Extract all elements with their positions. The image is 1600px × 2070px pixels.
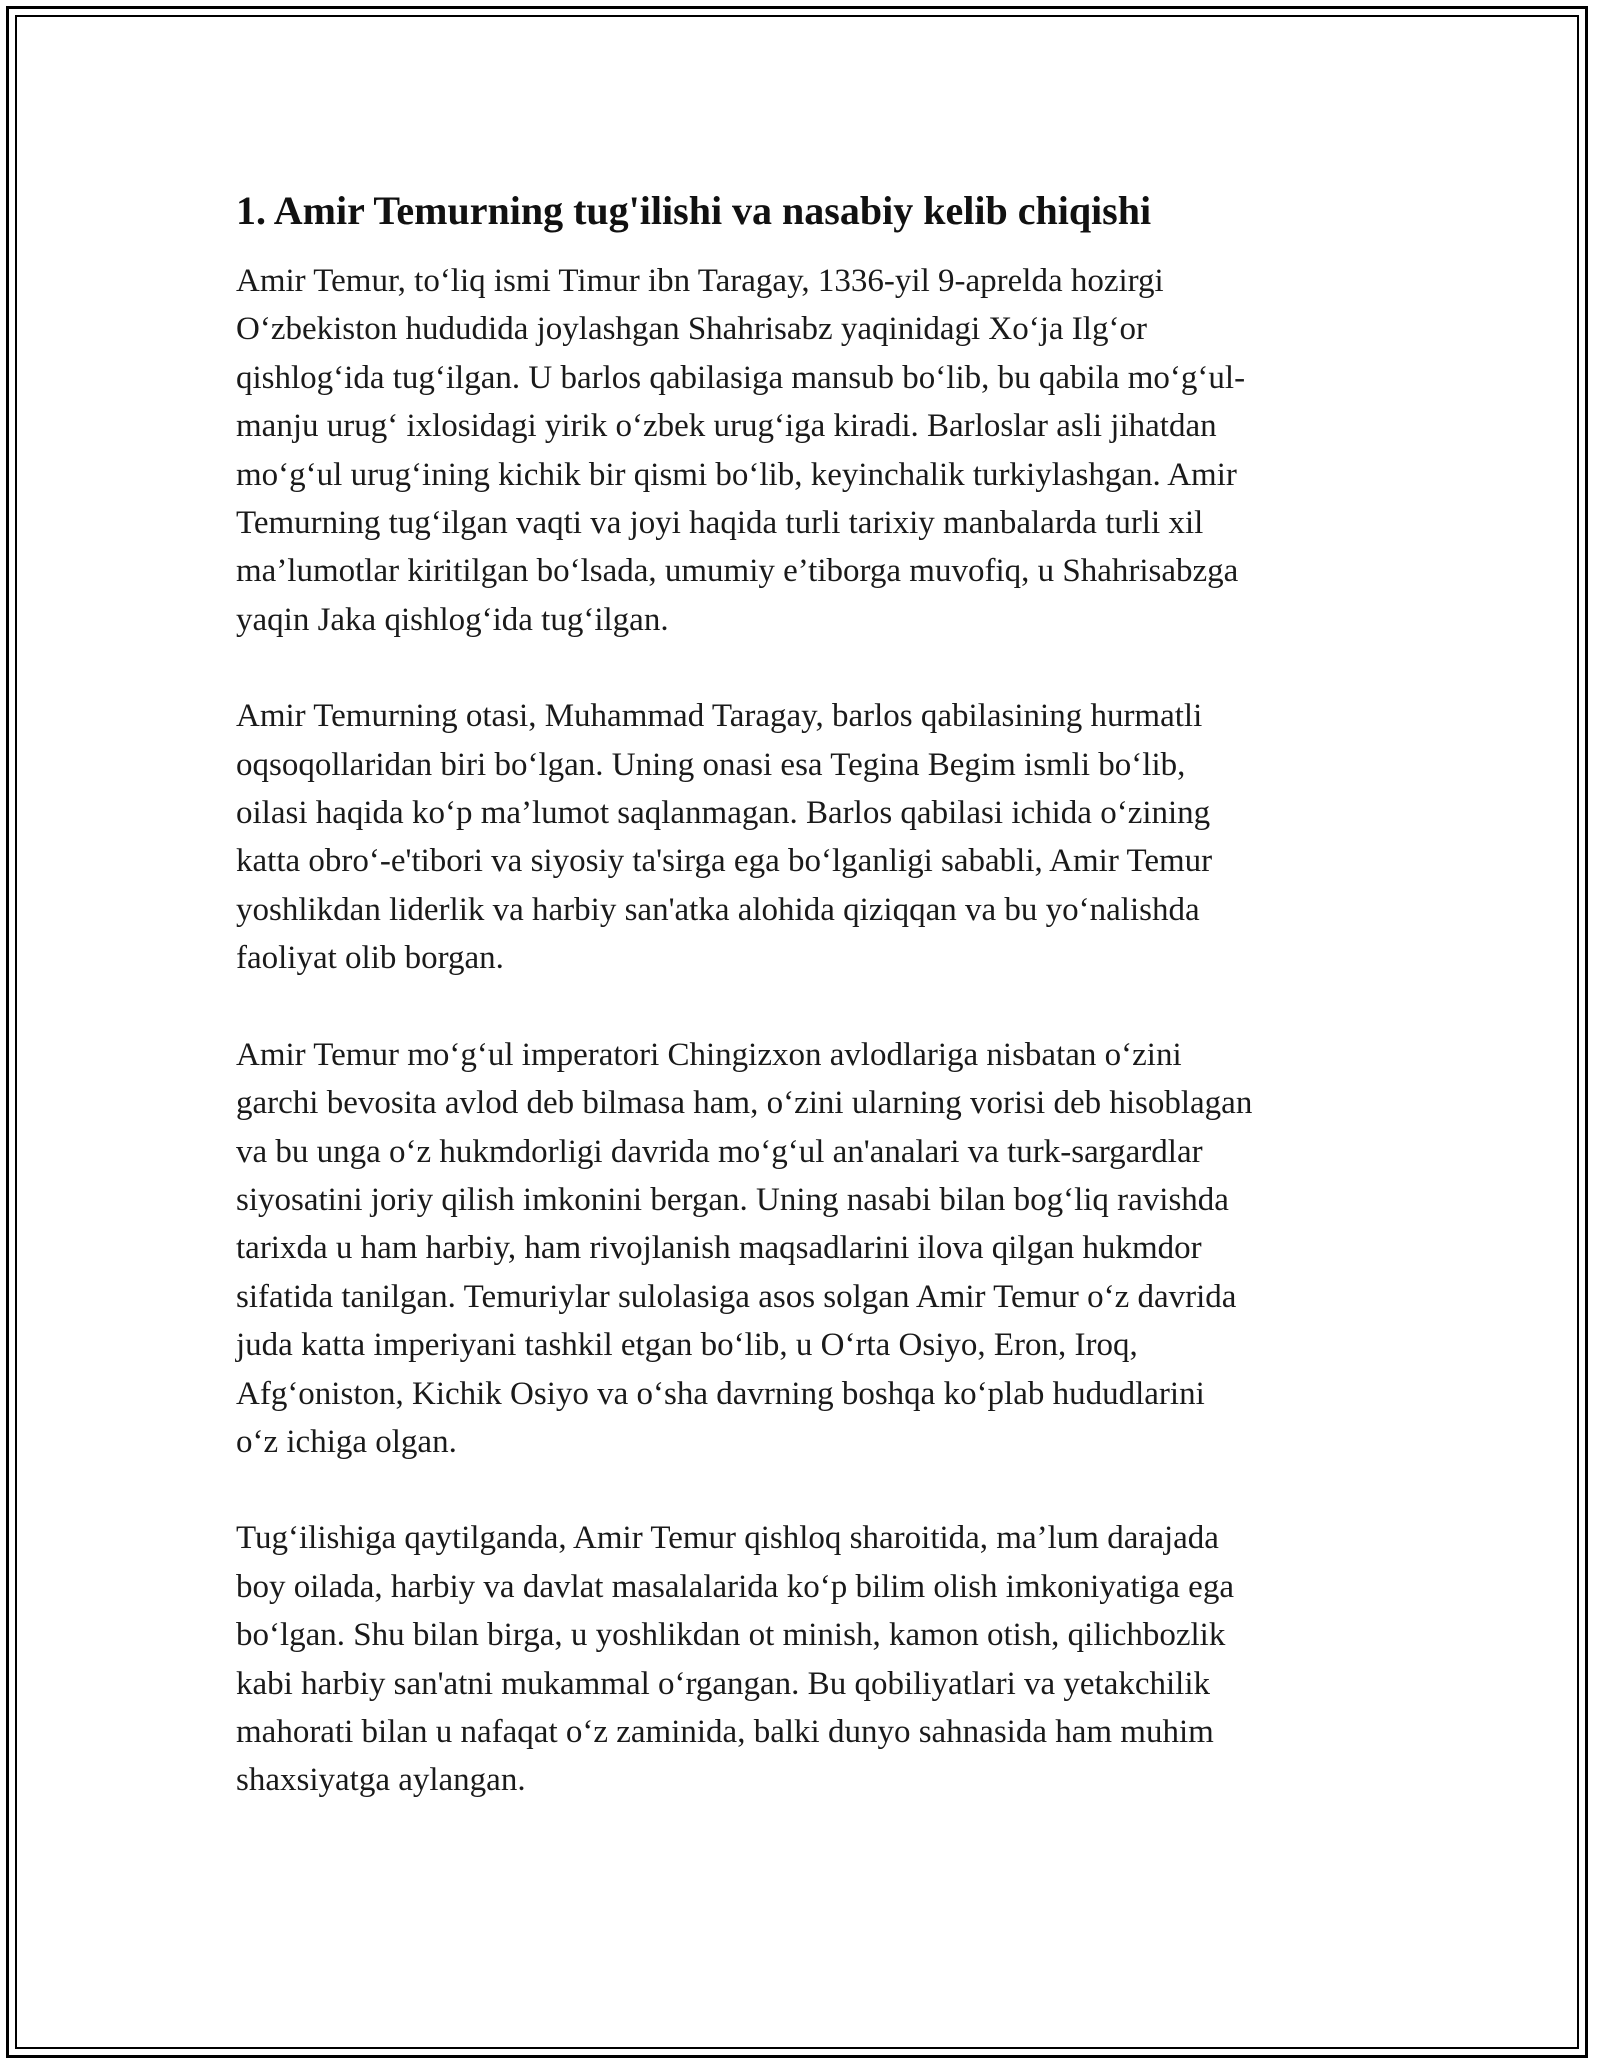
- paragraph-line: oqsoqollaridan biri bo‘lgan. Uning onasi esa Tegina Begim ismli bo‘lib,: [236, 746, 1186, 783]
- paragraph-line: qishlog‘ida tug‘ilgan. U barlos qabilasiga mansub bo‘lib, bu qabila mo‘g‘ul-: [236, 359, 1246, 396]
- paragraph-line: juda katta imperiyani tashkil etgan bo‘lib, u O‘rta Osiyo, Eron, Iroq,: [236, 1327, 1138, 1364]
- paragraph-line: ma’lumotlar kiritilgan bo‘lsada, umumiy e’tiborga muvofiq, u Shahrisabzga: [236, 553, 1239, 590]
- paragraph-line: boy oilada, harbiy va davlat masalalarida ko‘p bilim olish imkoniyatiga ega: [236, 1568, 1234, 1605]
- paragraph-line: faoliyat olib borgan.: [236, 940, 504, 977]
- paragraph-line: yoshlikdan liderlik va harbiy san'atka alohida qiziqqan va bu yo‘nalishda: [236, 891, 1200, 928]
- paragraph-line: katta obro‘-e'tibori va siyosiy ta'sirga ega bo‘lganligi sababli, Amir Temur: [236, 843, 1213, 880]
- paragraph-line: kabi harbiy san'atni mukammal o‘rgangan. Bu qobiliyatlari va yetakchilik: [236, 1665, 1210, 1702]
- paragraph-line: Amir Temur, to‘liq ismi Timur ibn Taragay, 1336-yil 9-aprelda hozirgi: [236, 263, 1164, 299]
- paragraph-2: [236, 692, 1396, 982]
- paragraph-line: yaqin Jaka qishlog‘ida tug‘ilgan.: [236, 601, 669, 638]
- paragraph-line: Tug‘ilishiga qaytilganda, Amir Temur qishloq sharoitida, ma’lum darajada: [236, 1520, 1219, 1557]
- paragraph-line: mo‘g‘ul urug‘ining kichik bir qismi bo‘lib, keyinchalik turkiylashgan. Amir: [236, 456, 1237, 493]
- paragraph-line: bo‘lgan. Shu bilan birga, u yoshlikdan ot minish, kamon otish, qilichbozlik: [236, 1617, 1226, 1654]
- document-title: 1. Amir Temurning tug'ilishi va nasabiy kelib chiqishi: [236, 188, 1152, 233]
- paragraph-line: mahorati bilan u nafaqat o‘z zaminida, balki dunyo sahnasida ham muhim: [236, 1713, 1214, 1750]
- paragraph-line: Temurning tug‘ilgan vaqti va joyi haqida turli tarixiy manbalarda turli xil: [236, 505, 1204, 542]
- paragraph-line: Amir Temurning otasi, Muhammad Taragay, barlos qabilasining hurmatli: [236, 698, 1203, 735]
- paragraph-line: shaxsiyatga aylangan.: [236, 1762, 526, 1799]
- paragraph-line: oilasi haqida ko‘p ma’lumot saqlanmagan. Barlos qabilasi ichida o‘zining: [236, 795, 1211, 832]
- paragraph-line: garchi bevosita avlod deb bilmasa ham, o‘zini ularning vorisi deb hisoblagan: [236, 1085, 1253, 1122]
- paragraph-line: O‘zbekiston hududida joylashgan Shahrisabz yaqinidagi Xo‘ja Ilg‘or: [236, 311, 1147, 348]
- paragraph-4: [236, 1514, 1396, 1804]
- paragraph-line: Amir Temur mo‘g‘ul imperatori Chingizxon avlodlariga nisbatan o‘zini: [236, 1036, 1182, 1073]
- paragraph-line: tarixda u ham harbiy, ham rivojlanish maqsadlarini ilova qilgan hukmdor: [236, 1230, 1202, 1267]
- paragraph-line: sifatida tanilgan. Temuriylar sulolasiga asos solgan Amir Temur o‘z davrida: [236, 1278, 1237, 1315]
- paragraph-3: [236, 1031, 1396, 1467]
- document-body: [236, 185, 1396, 1853]
- paragraph-1: [236, 257, 1396, 644]
- paragraph-line: va bu unga o‘z hukmdorligi davrida mo‘g‘ul an'analari va turk-sargardlar: [236, 1133, 1203, 1170]
- paragraph-line: manju urug‘ ixlosidagi yirik o‘zbek urug‘iga kiradi. Barloslar asli jihatdan: [236, 408, 1217, 445]
- paragraph-line: Afg‘oniston, Kichik Osiyo va o‘sha davrning boshqa ko‘plab hududlarini: [236, 1375, 1205, 1412]
- paragraph-line: siyosatini joriy qilish imkonini bergan. Uning nasabi bilan bog‘liq ravishda: [236, 1181, 1229, 1218]
- paragraph-line: o‘z ichiga olgan.: [236, 1423, 457, 1460]
